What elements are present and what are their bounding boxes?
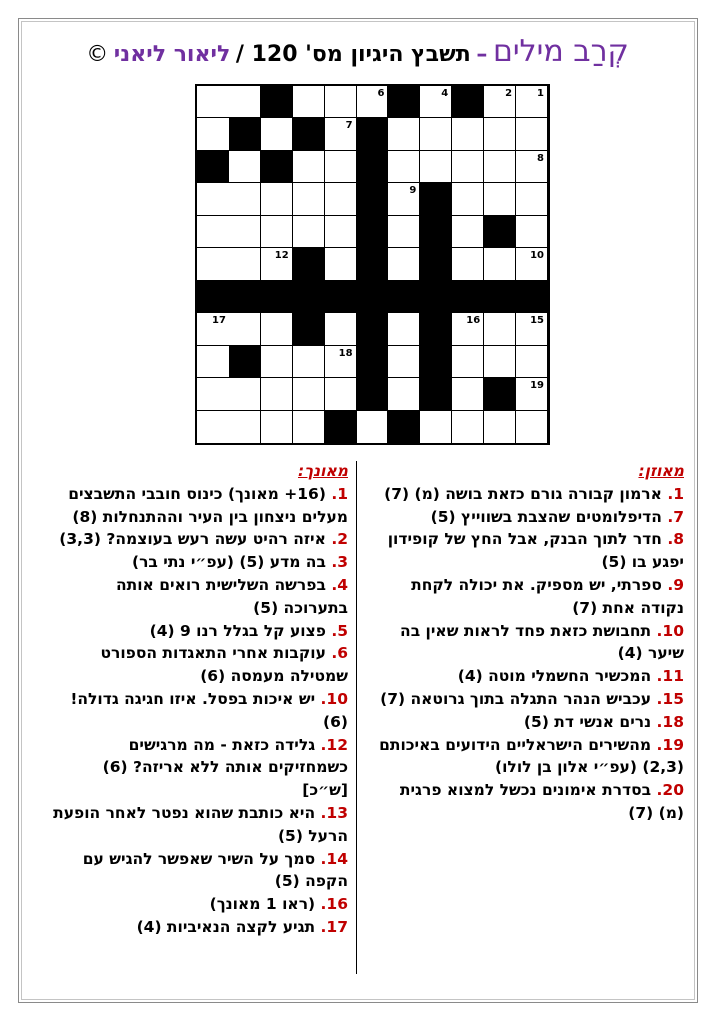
clue-text: (16+ מאונך) כינוס חובבי התשבצים מעלים ניצחון בין העיר וההתנחלות (8)	[68, 484, 348, 526]
clue-text: תגיע לקצה הנאיביות (4)	[136, 917, 321, 936]
grid-cell[interactable]	[261, 378, 293, 410]
puzzle-title	[40, 34, 675, 70]
grid-cell[interactable]	[229, 313, 261, 345]
grid-cell[interactable]	[388, 216, 420, 248]
black-cell	[229, 281, 261, 313]
clue-text: חדר לתוך הבנק, אבל החץ של קופידון יפגע בו (5)	[387, 530, 684, 572]
grid-cell[interactable]	[229, 151, 261, 183]
down-clue	[52, 688, 348, 734]
grid-cell[interactable]	[452, 411, 484, 443]
clue-number-label: 12.	[320, 735, 348, 754]
grid-cell[interactable]	[197, 183, 229, 215]
grid-cell[interactable]	[325, 151, 357, 183]
grid-cell[interactable]	[197, 378, 229, 410]
grid-cell[interactable]	[420, 86, 452, 118]
grid-cell[interactable]	[516, 313, 548, 345]
grid-cell[interactable]	[229, 378, 261, 410]
grid-cell[interactable]	[452, 346, 484, 378]
clue-text: עוקבות אחרי התאגדות הספורט שמטילה מעמסה (6)	[100, 644, 348, 686]
across-clue	[372, 779, 684, 825]
grid-cell[interactable]	[229, 183, 261, 215]
black-cell	[357, 378, 389, 410]
grid-cell[interactable]	[293, 183, 325, 215]
grid-cell[interactable]	[229, 248, 261, 280]
crossword-grid	[195, 84, 550, 445]
grid-cell[interactable]	[484, 118, 516, 150]
clue-number-label: 17.	[320, 917, 348, 936]
black-cell	[197, 281, 229, 313]
grid-cell[interactable]	[261, 216, 293, 248]
clue-number: 7	[345, 120, 353, 132]
black-cell	[420, 183, 452, 215]
clue-number: 18	[338, 347, 353, 359]
clue-text: המכשיר החשמלי מוטה (4)	[457, 667, 657, 686]
grid-cell[interactable]	[293, 346, 325, 378]
grid-cell[interactable]	[325, 346, 357, 378]
down-clue	[52, 916, 348, 939]
grid-cell[interactable]	[325, 378, 357, 410]
grid-cell[interactable]	[452, 378, 484, 410]
black-cell	[484, 216, 516, 248]
grid-cell[interactable]	[357, 411, 389, 443]
across-heading: מאוזן:	[638, 462, 684, 480]
grid-cell[interactable]	[452, 183, 484, 215]
title-brand: קְרַב מילים	[492, 34, 629, 69]
clue-number-label: 14.	[320, 849, 348, 868]
title-author: ליאור ליאני	[113, 42, 231, 67]
clue-number: 6	[377, 88, 385, 99]
grid-cell[interactable]	[325, 216, 357, 248]
clue-number-label: 3.	[331, 553, 348, 572]
clue-number: 15	[530, 315, 544, 327]
grid-cell[interactable]	[325, 118, 357, 150]
grid-cell[interactable]	[452, 313, 484, 345]
down-clues	[52, 460, 348, 939]
grid-cell[interactable]	[229, 86, 261, 118]
grid-cell[interactable]	[293, 151, 325, 183]
across-clue	[372, 734, 684, 780]
clue-text: ספרתי, יש מספיק. את יכולה לקחת נקודה אחת (7)	[411, 575, 684, 617]
grid-cell[interactable]	[420, 151, 452, 183]
grid-cell[interactable]	[516, 248, 548, 280]
grid-cell[interactable]	[484, 151, 516, 183]
black-cell	[325, 281, 357, 313]
across-clue	[372, 711, 684, 734]
clue-number: 8	[537, 152, 544, 164]
title-dash: –	[476, 42, 488, 67]
black-cell	[357, 346, 389, 378]
grid-cell[interactable]	[484, 86, 516, 118]
black-cell	[357, 183, 389, 215]
black-cell	[357, 118, 389, 150]
clue-number: 13	[402, 282, 417, 294]
clue-number-label: 8.	[667, 530, 684, 549]
column-divider	[356, 461, 357, 974]
grid-cell[interactable]	[388, 346, 420, 378]
black-cell	[229, 118, 261, 150]
clue-number-label: 7.	[667, 507, 684, 526]
down-clue	[52, 893, 348, 916]
black-cell	[261, 281, 293, 313]
grid-cell[interactable]	[357, 86, 389, 118]
grid-cell[interactable]	[261, 118, 293, 150]
copyright-symbol: ©	[86, 42, 109, 67]
grid-cell[interactable]	[197, 248, 229, 280]
grid-cell[interactable]	[452, 248, 484, 280]
grid-cell[interactable]	[261, 183, 293, 215]
clue-number: 11	[306, 250, 321, 262]
down-clue	[52, 528, 348, 551]
clue-text: (ראו 1 מאונך)	[209, 895, 321, 914]
clue-number: 17	[211, 315, 226, 327]
clue-text: ארמון קבורה גורם כזאת בושה (מ) (7)	[384, 484, 668, 503]
clue-number-label: 5.	[331, 621, 348, 640]
black-cell	[229, 346, 261, 378]
clue-number: 19	[530, 380, 544, 392]
grid-cell[interactable]	[484, 346, 516, 378]
clue-number-label: 10.	[656, 621, 684, 640]
black-cell	[420, 313, 452, 345]
black-cell	[357, 216, 389, 248]
black-cell	[388, 411, 420, 443]
clue-number: 9	[409, 185, 417, 197]
grid-cell[interactable]	[484, 248, 516, 280]
grid-cell[interactable]	[197, 216, 229, 248]
clue-text: מהשירים הישראליים הידועים באיכותם (2,3) (עפ״י אלון בן לולו)	[379, 735, 684, 777]
clue-text: בפרשה השלישית רואים אותה בתערוכה (5)	[115, 575, 348, 617]
grid-cell[interactable]	[261, 346, 293, 378]
grid-cell[interactable]	[452, 118, 484, 150]
black-cell	[357, 248, 389, 280]
across-clue	[372, 620, 684, 666]
clue-number-label: 13.	[320, 803, 348, 822]
grid-cell[interactable]	[484, 411, 516, 443]
grid-cell[interactable]	[388, 378, 420, 410]
grid-cell[interactable]	[293, 216, 325, 248]
grid-cell[interactable]	[229, 216, 261, 248]
clue-text: בה מדע (5) (עפ״י נתי בר)	[131, 553, 332, 572]
down-clue	[52, 802, 348, 848]
grid-cell[interactable]	[293, 411, 325, 443]
down-clue	[52, 620, 348, 643]
across-clue	[372, 688, 684, 711]
clue-text: יש איכות בפסל. איזו חגיגה גדולה! (6)	[70, 689, 348, 731]
black-cell	[293, 248, 325, 280]
grid-cell[interactable]	[484, 313, 516, 345]
black-cell	[197, 151, 229, 183]
clue-number-label: 10.	[320, 689, 348, 708]
grid-cell[interactable]	[452, 216, 484, 248]
black-cell	[261, 151, 293, 183]
grid-cell[interactable]	[197, 346, 229, 378]
clue-number: 14	[338, 282, 353, 294]
clue-text: היא כותבת שהוא נפטר לאחר הופעת הרעל (5)	[53, 803, 348, 845]
clue-number: 10	[530, 250, 544, 262]
black-cell	[357, 151, 389, 183]
clue-number: 16	[466, 315, 481, 327]
down-clue	[52, 642, 348, 688]
clue-number-label: 1.	[331, 484, 348, 503]
grid-cell[interactable]	[325, 313, 357, 345]
clue-text: פצוע קל בגלל רנו 9 (4)	[149, 621, 332, 640]
grid-cell[interactable]	[516, 346, 548, 378]
clue-text: איזה רהיט עשה רעש בעוצמה? (3,3)	[59, 530, 332, 549]
black-cell	[420, 281, 452, 313]
black-cell	[293, 313, 325, 345]
clue-number: 12	[274, 250, 289, 262]
grid-cell[interactable]	[516, 183, 548, 215]
black-cell	[357, 313, 389, 345]
grid-cell[interactable]	[261, 313, 293, 345]
black-cell	[388, 86, 420, 118]
grid-cell[interactable]	[229, 411, 261, 443]
clue-number-label: 19.	[656, 735, 684, 754]
clue-text: בסדרת אימונים נכשל למצוא פרגית (מ) (7)	[399, 781, 684, 822]
grid-cell[interactable]	[261, 248, 293, 280]
clue-number: 5	[409, 88, 417, 99]
clue-number-label: 9.	[667, 575, 684, 594]
down-clue	[52, 483, 348, 529]
grid-cell[interactable]	[420, 118, 452, 150]
black-cell	[484, 281, 516, 313]
clue-text: גלידה כזאת - מה מרגישים כשמחזיקים אותה ללא אריזה? (6) [ש״כ]	[102, 735, 348, 800]
grid-cell[interactable]	[197, 313, 229, 345]
grid-cell[interactable]	[516, 216, 548, 248]
across-clue	[372, 574, 684, 620]
clue-number: 1	[537, 88, 544, 99]
grid-cell[interactable]	[293, 378, 325, 410]
grid-cell[interactable]	[484, 183, 516, 215]
clue-number: 20	[402, 412, 417, 424]
black-cell	[452, 281, 484, 313]
grid-cell[interactable]	[388, 151, 420, 183]
down-clue	[52, 848, 348, 894]
down-clue	[52, 574, 348, 620]
black-cell	[420, 248, 452, 280]
grid-cell[interactable]	[516, 378, 548, 410]
clue-text: הדיפלומטים שהצבת בשווייץ (5)	[430, 507, 668, 526]
clue-number-label: 16.	[320, 895, 348, 914]
clue-number: 2	[505, 88, 513, 99]
clue-number-label: 2.	[331, 530, 348, 549]
grid-cell[interactable]	[388, 118, 420, 150]
clue-number-label: 20.	[656, 781, 684, 800]
grid-cell[interactable]	[452, 151, 484, 183]
grid-cell[interactable]	[516, 411, 548, 443]
clue-number-label: 15.	[656, 689, 684, 708]
title-puzzle-number: תשבץ היגיון מס' 120 /	[235, 42, 471, 67]
black-cell	[420, 216, 452, 248]
clue-text: סמך על השיר שאפשר להגיש עם הקפה (5)	[82, 849, 348, 891]
grid-cell[interactable]	[325, 248, 357, 280]
black-cell	[516, 281, 548, 313]
grid-cell[interactable]	[516, 151, 548, 183]
clue-number-label: 1.	[667, 484, 684, 503]
clue-number: 3	[473, 88, 481, 99]
grid-cell[interactable]	[388, 248, 420, 280]
grid-cell[interactable]	[516, 118, 548, 150]
across-clue	[372, 528, 684, 574]
grid-cell[interactable]	[388, 183, 420, 215]
down-clue	[52, 734, 348, 802]
across-clue	[372, 665, 684, 688]
black-cell	[325, 411, 357, 443]
grid-cell[interactable]	[197, 86, 229, 118]
grid-cell[interactable]	[325, 86, 357, 118]
across-clue	[372, 506, 684, 529]
grid-cell[interactable]	[516, 86, 548, 118]
down-heading: מאונך:	[298, 462, 348, 480]
black-cell	[261, 86, 293, 118]
clue-number: 4	[441, 88, 449, 99]
grid-cell[interactable]	[293, 86, 325, 118]
clue-number-label: 6.	[331, 644, 348, 663]
grid-cell[interactable]	[197, 411, 229, 443]
grid-cell[interactable]	[197, 118, 229, 150]
grid-cell[interactable]	[420, 411, 452, 443]
black-cell	[420, 378, 452, 410]
black-cell	[293, 281, 325, 313]
clue-number-label: 4.	[331, 575, 348, 594]
black-cell	[388, 281, 420, 313]
grid-cell[interactable]	[261, 411, 293, 443]
grid-cell[interactable]	[325, 183, 357, 215]
down-clue	[52, 551, 348, 574]
black-cell	[420, 346, 452, 378]
black-cell	[293, 118, 325, 150]
across-clues	[372, 460, 684, 825]
clue-number-label: 11.	[656, 667, 684, 686]
clue-text: נרים אנשי דת (5)	[523, 712, 657, 731]
clue-text: תחבושת כזאת פחד לראות שאין בה שיער (4)	[400, 621, 684, 663]
black-cell	[484, 378, 516, 410]
grid-cell[interactable]	[388, 313, 420, 345]
clue-text: עכביש הנהר התגלה בתוך גרוטאה (7)	[380, 689, 657, 708]
black-cell	[452, 86, 484, 118]
black-cell	[357, 281, 389, 313]
clue-number-label: 18.	[656, 712, 684, 731]
across-clue	[372, 483, 684, 506]
